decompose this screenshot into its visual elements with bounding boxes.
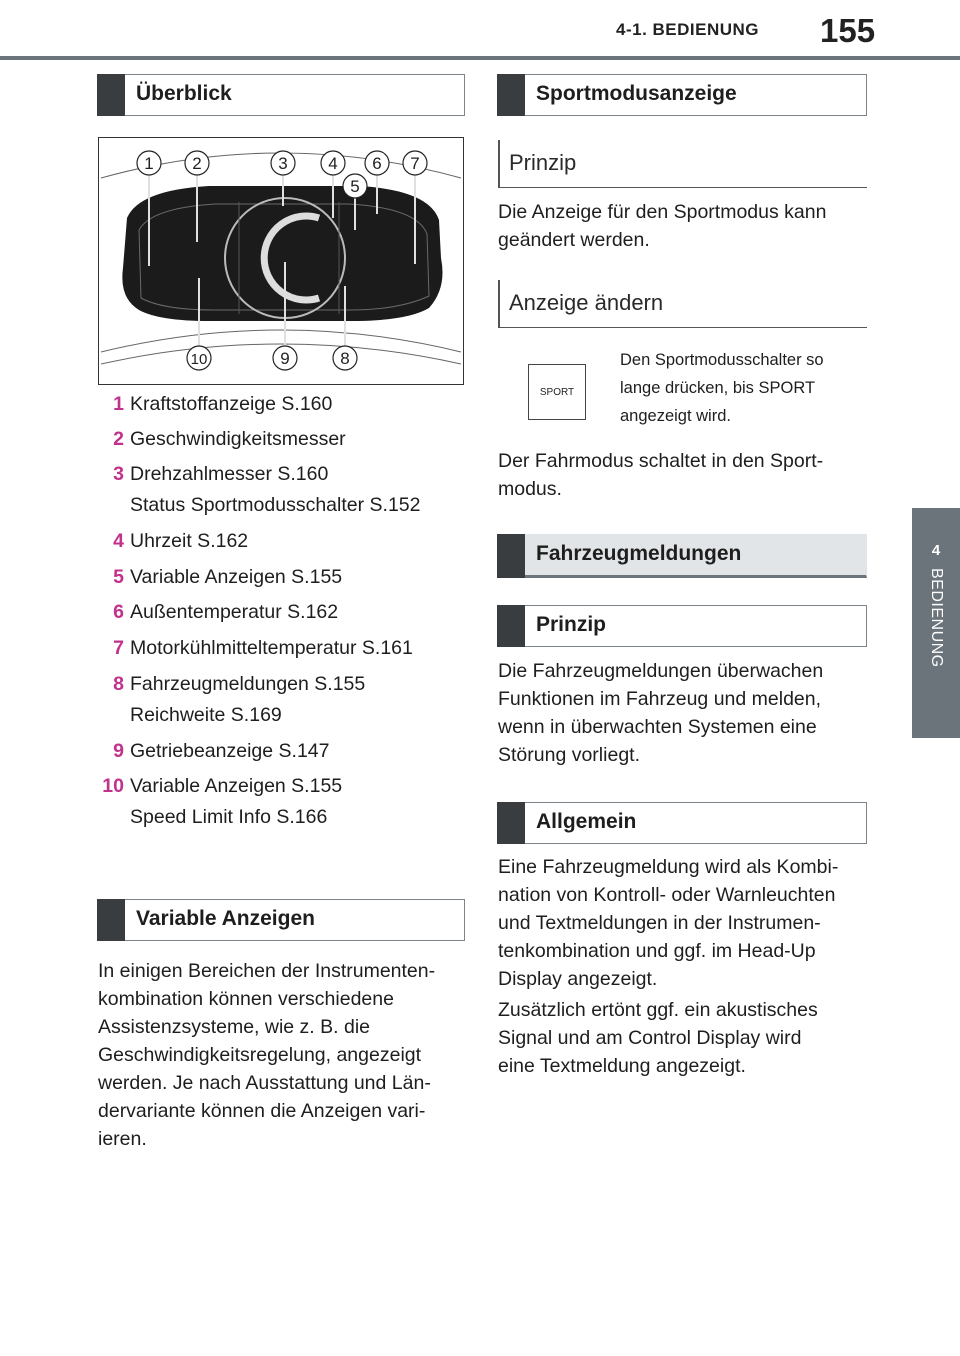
paragraph-variable-anzeigen: In einigen Bereichen der Instrumenten- kombination können verschiedene Assistenzsysteme, wie z. B. die Geschwindigkeitsregelung, angezeigt werden. Je nach Ausstattung und Län- dervariante können die Anzeigen vari- ieren. — [98, 960, 436, 1150]
subheading-prinzip: Prinzip — [498, 140, 867, 188]
callout-1 — [137, 151, 161, 175]
callout-8 — [333, 346, 357, 370]
svg-text:5: 5 — [350, 177, 360, 196]
callout-3 — [271, 151, 295, 175]
heading-variable-anzeigen: Variable Anzeigen — [97, 899, 465, 941]
svg-text:2: 2 — [192, 154, 202, 173]
chapter-number: 4 — [931, 542, 941, 559]
callout-9 — [273, 346, 297, 370]
callout-10 — [187, 346, 211, 370]
svg-text:8: 8 — [340, 349, 350, 368]
page-number: 155 — [820, 12, 876, 49]
callout-5 — [343, 174, 367, 198]
heading-prinzip: Prinzip — [497, 605, 867, 647]
svg-text:4: 4 — [328, 154, 338, 173]
subheading-anzeige-aendern: Anzeige ändern — [498, 280, 867, 328]
heading-sportmodusanzeige: Sportmodusanzeige — [497, 74, 867, 116]
svg-text:7: 7 — [410, 154, 420, 173]
sport-button-icon: SPORT — [528, 364, 586, 420]
callout-6 — [365, 151, 389, 175]
header-rule — [0, 56, 960, 60]
paragraph-sport-anzeige: Die Anzeige für den Sportmodus kann geändert werden. — [498, 201, 827, 251]
sport-instruction: Den Sportmodusschalter so lange drücken, bis SPORT angezeigt wird. — [620, 351, 824, 425]
callout-7 — [403, 151, 427, 175]
chapter-tab — [912, 508, 960, 738]
svg-text:3: 3 — [278, 154, 288, 173]
callout-2 — [185, 151, 209, 175]
paragraph-allgemein-2: Zusätzlich ertönt ggf. ein akustisches Signal und am Control Display wird eine Textmeldung angezeigt. — [498, 999, 818, 1077]
paragraph-fahrmodus: Der Fahrmodus schaltet in den Sport- modus. — [498, 450, 824, 500]
heading-fahrzeugmeldungen: Fahrzeugmeldungen — [497, 534, 867, 578]
svg-text:10: 10 — [190, 351, 208, 368]
paragraph-allgemein-1: Eine Fahrzeugmeldung wird als Kombi- nation von Kontroll- oder Warnleuchten und Textmeldungen in der Instrumen- tenkombination und ggf. im Head-Up Display angezeigt. — [498, 856, 839, 990]
svg-text:9: 9 — [280, 349, 290, 368]
section-title: 4-1. BEDIENUNG — [616, 20, 760, 39]
svg-text:1: 1 — [144, 154, 154, 173]
callout-4 — [321, 151, 345, 175]
chapter-label: BEDIENUNG — [928, 568, 945, 668]
instrument-cluster-figure — [98, 137, 464, 385]
paragraph-prinzip: Die Fahrzeugmeldungen überwachen Funktionen im Fahrzeug und melden, wenn in überwachten Systemen eine Störung vorliegt. — [498, 660, 824, 766]
heading-allgemein: Allgemein — [497, 802, 867, 844]
instrument-cluster-illustration — [99, 138, 463, 384]
heading-ueberblick: Überblick — [97, 74, 465, 116]
svg-text:6: 6 — [372, 154, 382, 173]
